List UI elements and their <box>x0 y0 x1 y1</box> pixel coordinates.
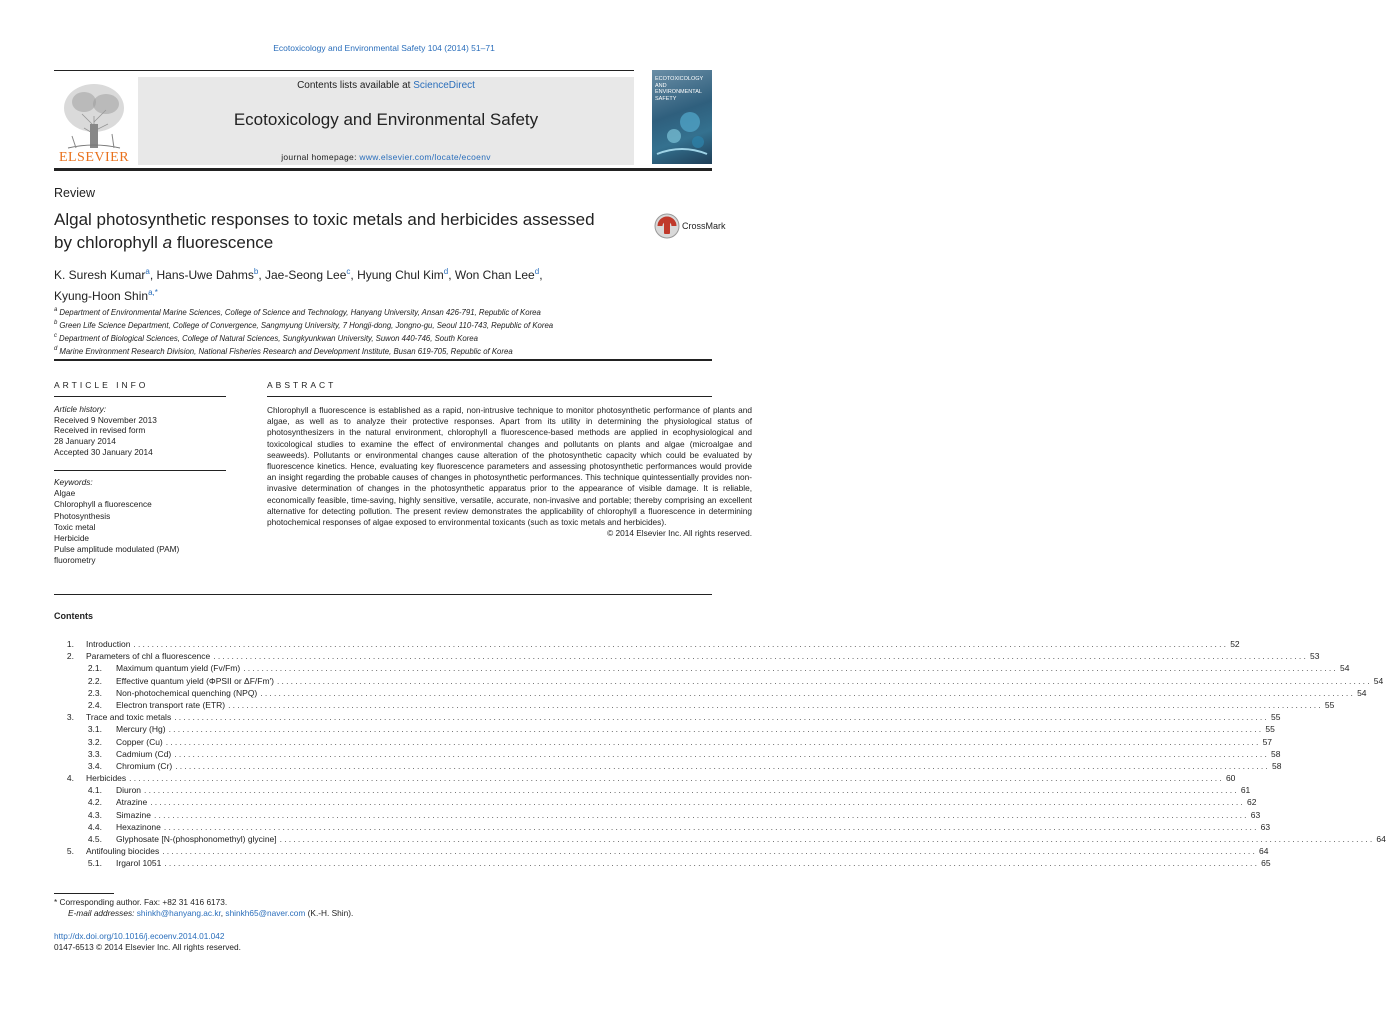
toc-line <box>86 638 1240 650</box>
homepage-link[interactable]: www.elsevier.com/locate/ecoenv <box>359 152 491 162</box>
toc-page: 54 <box>1357 687 1367 698</box>
abstract-body <box>267 405 752 539</box>
keyword-item: Pulse amplitude modulated (PAM) <box>54 544 180 555</box>
author-affiliation-mark[interactable]: b <box>253 267 259 276</box>
author-name: K. Suresh Kumar <box>54 268 146 282</box>
keywords-rule <box>54 470 226 471</box>
toc-row[interactable] <box>54 845 1269 857</box>
toc-number: 3.4. <box>87 760 102 771</box>
toc-label[interactable]: Trace and toxic metals <box>86 712 172 723</box>
affiliation-text: Department of Environmental Marine Sciences, College of Science and Technology, Hanyang University, Ansan 426-791, Republic of Korea <box>59 307 541 317</box>
toc-page: 61 <box>1240 785 1251 796</box>
corresponding-author: * Corresponding author. Fax: +82 31 416 6173. <box>54 897 228 907</box>
toc-row[interactable] <box>54 821 1271 833</box>
toc-page: 57 <box>1262 736 1273 747</box>
toc-row[interactable] <box>54 711 1281 723</box>
issn-copyright: 0147-6513 © 2014 Elsevier Inc. All rights reserved. <box>54 942 241 952</box>
toc-number: 3.1. <box>87 724 102 735</box>
toc-page: 58 <box>1271 760 1282 771</box>
toc-row[interactable] <box>54 699 1335 711</box>
journal-homepage <box>138 152 634 162</box>
author-affiliation-mark[interactable]: d <box>534 267 540 276</box>
toc-line <box>86 845 1269 857</box>
section-label: Review <box>54 186 95 200</box>
title-line-2: by chlorophyll a fluorescence <box>54 233 274 252</box>
toc-number: 4.5. <box>87 834 102 844</box>
article-info-rule <box>54 396 226 397</box>
toc-number: 2.2. <box>87 675 102 686</box>
toc-page: 63 <box>1250 809 1261 820</box>
author-name: Won Chan Lee <box>454 268 535 282</box>
toc-label[interactable]: Non-photochemical quenching (NPQ) <box>116 687 258 698</box>
toc-label[interactable]: Introduction <box>86 639 131 649</box>
toc-label[interactable]: Electron transport rate (ETR) <box>116 699 226 710</box>
email-link-1[interactable]: shinkh@hanyang.ac.kr <box>136 908 221 918</box>
toc-leader-dots: ................................................................................................................................................................................................................................................ <box>174 712 1269 723</box>
contents-prefix: Contents lists available at <box>297 80 414 91</box>
toc-number: 4. <box>66 773 74 784</box>
history-item: 28 January 2014 <box>54 436 116 447</box>
toc-row[interactable] <box>54 736 1273 748</box>
author-affiliation-mark[interactable]: a <box>145 267 150 276</box>
toc-line <box>86 772 1236 784</box>
toc-number: 2.4. <box>87 699 102 710</box>
toc-page: 54 <box>1373 675 1384 686</box>
toc-line <box>116 809 1261 821</box>
toc-page: 53 <box>1310 651 1320 662</box>
toc-leader-dots: ................................................................................................................................................................................................................................................ <box>279 834 1375 844</box>
toc-page: 64 <box>1259 846 1269 857</box>
toc-line <box>116 687 1367 699</box>
footnotes <box>54 897 654 919</box>
contents-rule <box>54 594 712 595</box>
author-affiliation-mark[interactable]: a,* <box>148 288 158 297</box>
keyword-item: Herbicide <box>54 533 90 544</box>
toc-number: 4.1. <box>87 785 102 796</box>
toc-leader-dots: ................................................................................................................................................................................................................................................ <box>260 687 1356 698</box>
toc-line <box>116 857 1271 869</box>
contents-available <box>138 80 634 91</box>
author-name: Hans-Uwe Dahms <box>156 268 254 282</box>
table-of-contents <box>54 638 1386 870</box>
toc-leader-dots: ................................................................................................................................................................................................................................................ <box>162 846 1258 857</box>
article-info-heading: ARTICLE INFO <box>54 380 149 390</box>
author-name: Jae-Seong Lee <box>264 268 347 282</box>
history-label: Article history: <box>54 404 107 414</box>
toc-number: 2.3. <box>87 687 102 698</box>
toc-label[interactable]: Irgarol 1051 <box>116 858 162 869</box>
abstract-heading: ABSTRACT <box>267 380 337 390</box>
toc-row[interactable] <box>54 650 1320 662</box>
toc-line <box>116 723 1275 735</box>
toc-line <box>116 796 1257 808</box>
toc-page: 62 <box>1246 797 1257 808</box>
toc-label[interactable]: Parameters of chl a fluorescence <box>86 651 211 662</box>
toc-label[interactable]: Cadmium (Cd) <box>116 748 172 759</box>
crossmark-label: CrossMark <box>682 221 726 231</box>
email-link-2[interactable]: shinkh65@naver.com <box>225 908 306 918</box>
toc-page: 63 <box>1260 821 1271 832</box>
crossmark-icon <box>654 210 680 242</box>
affiliation-text: Department of Biological Sciences, College of Natural Sciences, Sungkyunkwan University, Suwon 440-746, South Korea <box>59 333 478 343</box>
toc-label[interactable]: Antifouling biocides <box>86 846 160 857</box>
toc-row[interactable] <box>54 784 1251 796</box>
toc-number: 3.2. <box>87 736 102 747</box>
toc-leader-dots: ................................................................................................................................................................................................................................................ <box>163 821 1259 832</box>
toc-row[interactable] <box>54 760 1282 772</box>
toc-number: 4.4. <box>87 821 102 832</box>
toc-number: 5.1. <box>87 858 102 869</box>
toc-number: 2.1. <box>87 663 102 674</box>
toc-label[interactable]: Diuron <box>116 785 142 796</box>
abstract-copyright: © 2014 Elsevier Inc. All rights reserved. <box>607 528 752 539</box>
toc-number: 4.2. <box>87 797 102 808</box>
affiliation-mark: a <box>54 307 58 313</box>
keywords <box>54 477 226 567</box>
toc-leader-dots: ................................................................................................................................................................................................................................................ <box>174 748 1270 759</box>
toc-page: 60 <box>1225 773 1236 784</box>
history-item: Accepted 30 January 2014 <box>54 446 153 457</box>
homepage-prefix: journal homepage: <box>281 152 360 162</box>
toc-line <box>116 748 1281 760</box>
toc-page: 65 <box>1261 858 1271 869</box>
toc-line <box>86 650 1320 662</box>
toc-row[interactable] <box>54 723 1275 735</box>
toc-leader-dots: ................................................................................................................................................................................................................................................ <box>276 675 1372 686</box>
toc-line <box>116 760 1282 772</box>
toc-page: 64 <box>1376 834 1386 844</box>
toc-label[interactable]: Maximum quantum yield (Fv/Fm) <box>116 663 241 674</box>
history-item: Received in revised form <box>54 425 146 436</box>
keyword-item: fluorometry <box>54 555 96 566</box>
toc-leader-dots: ................................................................................................................................................................................................................................................ <box>133 639 1229 649</box>
toc-label[interactable]: Effective quantum yield (ΦPSII or ΔF/Fm′) <box>116 675 274 686</box>
email-line: E-mail addresses: shinkh@hanyang.ac.kr, shinkh65@naver.com (K.-H. Shin). <box>68 908 354 918</box>
elsevier-wordmark: ELSEVIER <box>58 150 130 165</box>
article-history <box>54 404 226 458</box>
toc-leader-dots: ................................................................................................................................................................................................................................................ <box>129 773 1224 784</box>
journal-title: Ecotoxicology and Environmental Safety <box>233 110 539 129</box>
toc-leader-dots: ................................................................................................................................................................................................................................................ <box>150 797 1245 808</box>
article-title <box>54 208 644 254</box>
author-name: Hyung Chul Kim <box>357 268 444 282</box>
toc-line <box>116 821 1271 833</box>
affiliation-mark: d <box>54 346 58 353</box>
toc-leader-dots: ................................................................................................................................................................................................................................................ <box>228 699 1323 710</box>
toc-line <box>116 675 1384 687</box>
toc-label[interactable]: Copper (Cu) <box>116 736 163 747</box>
keyword-item: Toxic metal <box>54 521 96 532</box>
toc-line <box>86 711 1281 723</box>
toc-leader-dots: ................................................................................................................................................................................................................................................ <box>213 651 1309 662</box>
toc-label[interactable]: Simazine <box>116 809 151 820</box>
toc-row[interactable] <box>54 809 1261 821</box>
author-list: K. Suresh Kumar$^a$, Hans-Uwe Dahms$^b$, Jae-Seong Lee$^c$, Hyung Chul Kim$^d$, Won Chan Lee$^d$, Kyung-Hoon Shin$^{a,*}$ <box>54 267 543 303</box>
affiliation-mark: b <box>54 320 58 327</box>
toc-number: 2. <box>66 651 74 662</box>
cover-title: ECOTOXICOLOGY AND ENVIRONMENTAL SAFETY <box>655 76 704 102</box>
crossmark-badge[interactable] <box>654 210 728 242</box>
toc-label[interactable]: Mercury (Hg) <box>116 724 166 735</box>
toc-line <box>116 833 1386 845</box>
toc-page: 58 <box>1271 748 1281 759</box>
history-item: Received 9 November 2013 <box>54 414 157 425</box>
toc-line <box>116 662 1350 674</box>
keyword-item: Algae <box>54 488 76 499</box>
affiliation-mark: c <box>54 333 57 340</box>
toc-page: 55 <box>1265 724 1275 735</box>
toc-label[interactable]: Hexazinone <box>116 821 161 832</box>
footnote-rule <box>54 893 114 894</box>
header-rule-bottom <box>54 168 712 171</box>
toc-line <box>116 784 1251 796</box>
toc-row[interactable] <box>54 857 1271 869</box>
author-name: Kyung-Hoon Shin <box>54 289 149 303</box>
toc-label[interactable]: Atrazine <box>116 797 148 808</box>
affiliation <box>54 331 704 344</box>
affiliation-text: Green Life Science Department, College of Convergence, Sangmyung University, 7 Hongji-dong, Jongno-gu, Seoul 110-743, Republic of Korea <box>59 320 554 330</box>
toc-row[interactable] <box>54 833 1386 845</box>
toc-leader-dots: ................................................................................................................................................................................................................................................ <box>243 663 1338 674</box>
abstract-text: Chlorophyll a fluorescence is established as a rapid, non-intrusive technique to monitor photosynthetic performance of plants and algae, as well as to analyze their protective responses. Apart from its utility in determining the physiological status of photosynthesizers in the natural environment, chlorophyll a fluorescence-based methods are applied in ecophysiological and toxicological studies to examine the effect of environmental changes and pollutants on plants and algae (microalgae and seaweeds). Pollutants or environmental changes cause alteration of the photosynthetic capacity which could be evaluated by fluorescence kinetics. Hence, evaluating key fluorescence parameters and assessing photosynthetic performances would provide an insight regarding the probable causes of changes in photosynthetic performances. This technique quintessentially provides non-invasive determination of changes in the photosynthetic apparatus prior to the appearance of visible damage. It is reliable, economically feasible, time-saving, highly sensitive, versatile, accurate, non-invasive and portable; thereby comprising an excellent alternative for detecting pollution. The present review demonstrates the applicability of chlorophyll a fluorescence in determining photochemical responses of algae exposed to environmental toxicants (such as toxic metals and herbicides). <box>267 405 752 528</box>
toc-number: 3.3. <box>87 748 102 759</box>
toc-leader-dots: ................................................................................................................................................................................................................................................ <box>164 858 1260 869</box>
author-affiliation-mark[interactable]: c <box>346 267 351 276</box>
toc-page: 52 <box>1230 639 1240 649</box>
affiliation <box>54 344 704 357</box>
keywords-label: Keywords: <box>54 477 93 487</box>
contents-title: Contents <box>54 611 93 621</box>
toc-row[interactable] <box>54 687 1367 699</box>
toc-page: 55 <box>1324 699 1335 710</box>
toc-label[interactable]: Glyphosate [N-(phosphonomethyl) glycine] <box>116 834 277 844</box>
toc-number: 4.3. <box>87 809 102 820</box>
toc-leader-dots: ................................................................................................................................................................................................................................................ <box>165 736 1261 747</box>
header-rule-top <box>54 70 634 71</box>
affiliation-list <box>54 305 704 357</box>
toc-row[interactable] <box>54 748 1281 760</box>
title-line-1: Algal photosynthetic responses to toxic metals and herbicides assessed <box>54 210 595 229</box>
affiliation <box>54 318 704 331</box>
abstract-rule <box>267 396 712 397</box>
toc-label[interactable]: Chromium (Cr) <box>116 760 173 771</box>
section-rule <box>54 359 712 361</box>
toc-row[interactable] <box>54 662 1350 674</box>
toc-number: 3. <box>66 712 74 723</box>
toc-line <box>116 736 1273 748</box>
doi-link[interactable]: http://dx.doi.org/10.1016/j.ecoenv.2014.01.042 <box>54 931 225 941</box>
affiliation-text: Marine Environment Research Division, National Fisheries Research and Development Institute, Busan 619-705, Republic of Korea <box>59 346 513 356</box>
toc-leader-dots: ................................................................................................................................................................................................................................................ <box>144 785 1239 796</box>
keyword-item: Photosynthesis <box>54 510 111 521</box>
toc-leader-dots: ................................................................................................................................................................................................................................................ <box>168 724 1264 735</box>
toc-leader-dots: ................................................................................................................................................................................................................................................ <box>153 809 1249 820</box>
toc-page: 55 <box>1270 712 1281 723</box>
affiliation <box>54 305 704 318</box>
keyword-item: Chlorophyll a fluorescence <box>54 499 152 510</box>
toc-row[interactable] <box>54 675 1384 687</box>
toc-row[interactable] <box>54 772 1236 784</box>
toc-line <box>116 699 1335 711</box>
toc-label[interactable]: Herbicides <box>86 773 127 784</box>
journal-reference[interactable]: Ecotoxicology and Environmental Safety 104 (2014) 51–71 <box>273 43 495 53</box>
toc-number: 5. <box>66 846 74 857</box>
toc-row[interactable] <box>54 796 1257 808</box>
toc-row[interactable] <box>54 638 1240 650</box>
toc-number: 1. <box>66 639 74 649</box>
toc-page: 54 <box>1340 663 1350 674</box>
sciencedirect-link[interactable]: ScienceDirect <box>413 80 475 91</box>
author-affiliation-mark[interactable]: d <box>443 267 449 276</box>
toc-leader-dots: ................................................................................................................................................................................................................................................ <box>175 760 1270 771</box>
